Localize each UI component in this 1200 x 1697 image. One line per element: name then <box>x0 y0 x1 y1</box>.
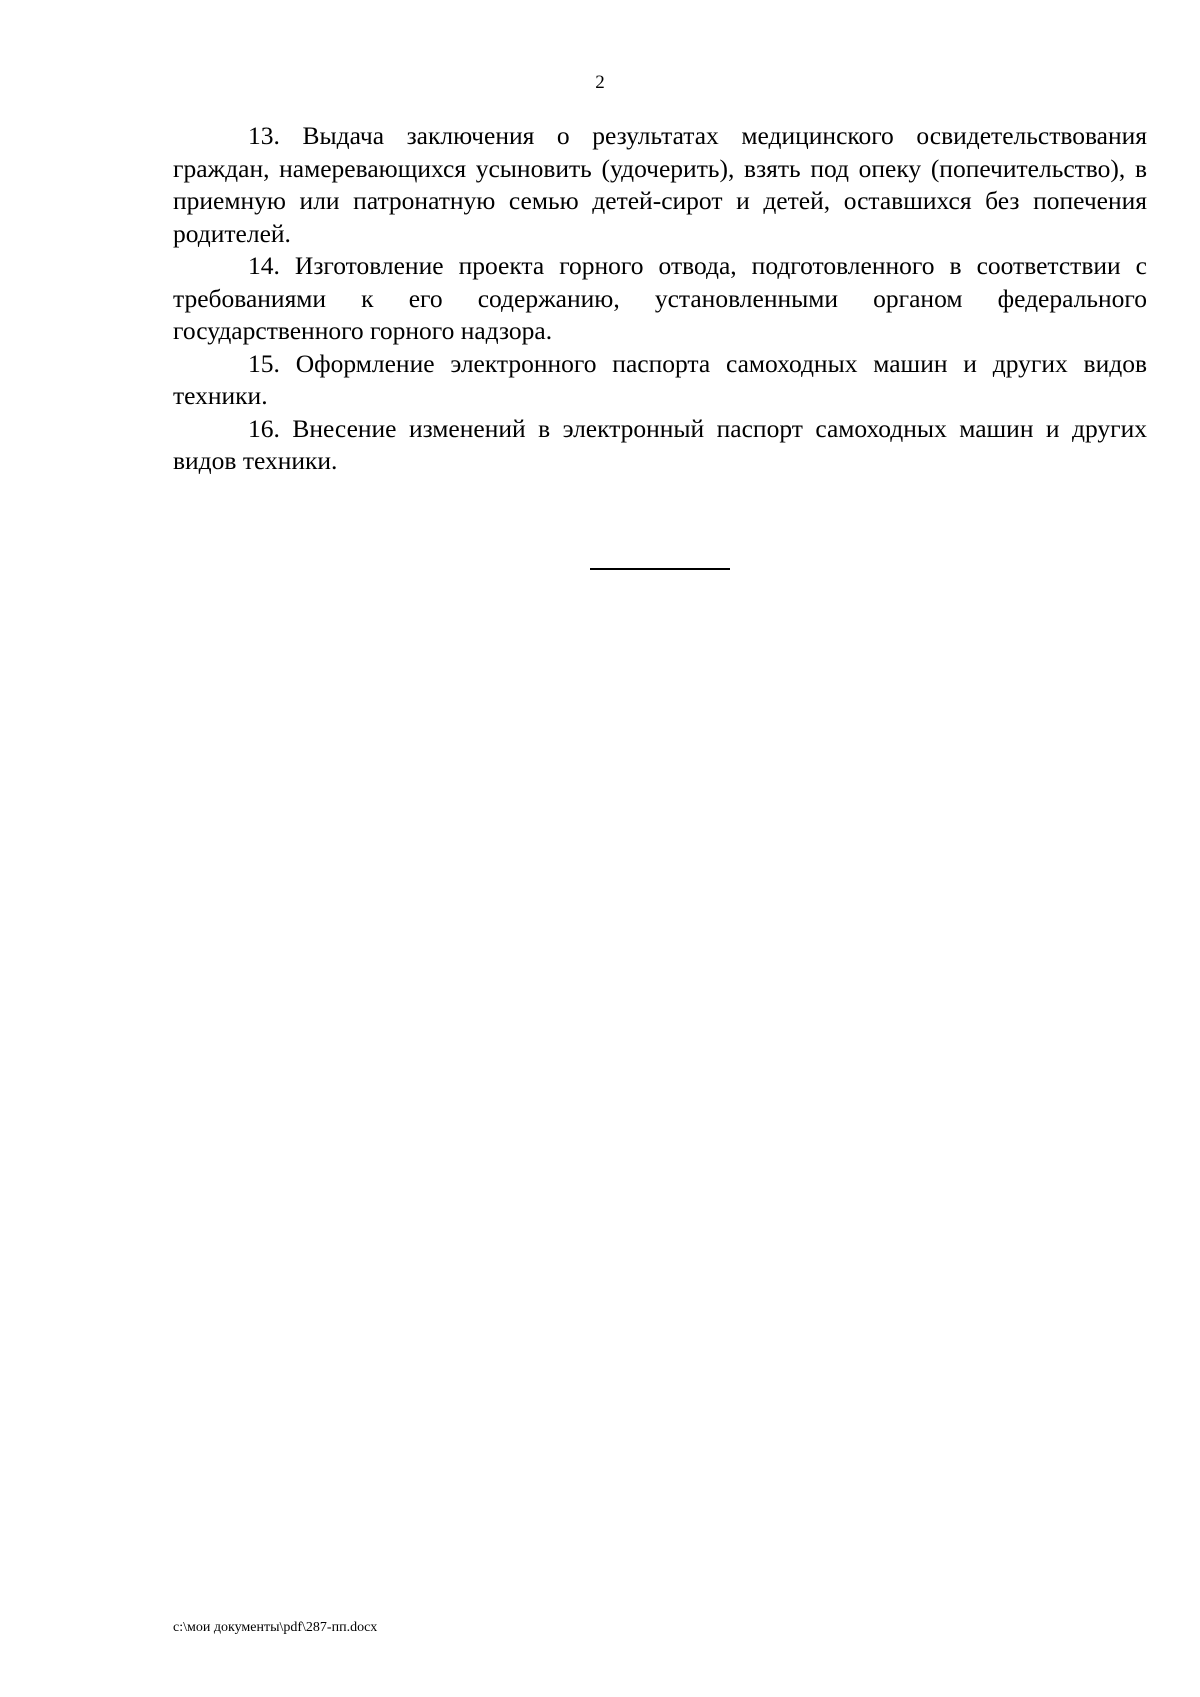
item-text: Внесение изменений в электронный паспорт самоходных машин и других видов техники. <box>173 413 1147 475</box>
page-number: 2 <box>595 72 605 93</box>
item-number: 14. <box>248 251 280 280</box>
end-of-list-divider <box>590 568 730 570</box>
list-item-15 <box>173 348 1147 413</box>
item-text: Изготовление проекта горного отвода, подготовленного в соответствии с требованиями к его содержанию, установленными органом федерального государственного горного надзора. <box>173 251 1147 345</box>
item-number: 16. <box>248 413 280 443</box>
item-text: Выдача заключения о результатах медицинского освидетельствования граждан, намеревающихся усыновить (удочерить), взять под опеку (попечительство), в приемную или патронатную семью детей-сирот и детей, оставшихся без попечения родителей. <box>173 121 1147 248</box>
document-body <box>173 120 1147 478</box>
list-item-14 <box>173 250 1147 348</box>
item-text: Оформление электронного паспорта самоходных машин и других видов техники. <box>173 348 1147 410</box>
item-number: 13. <box>248 121 280 150</box>
list-item-13 <box>173 120 1147 250</box>
item-number: 15. <box>248 348 280 378</box>
footer-file-path: c:\мои документы\pdf\287-пп.docx <box>173 1620 378 1635</box>
list-item-16 <box>173 413 1147 478</box>
